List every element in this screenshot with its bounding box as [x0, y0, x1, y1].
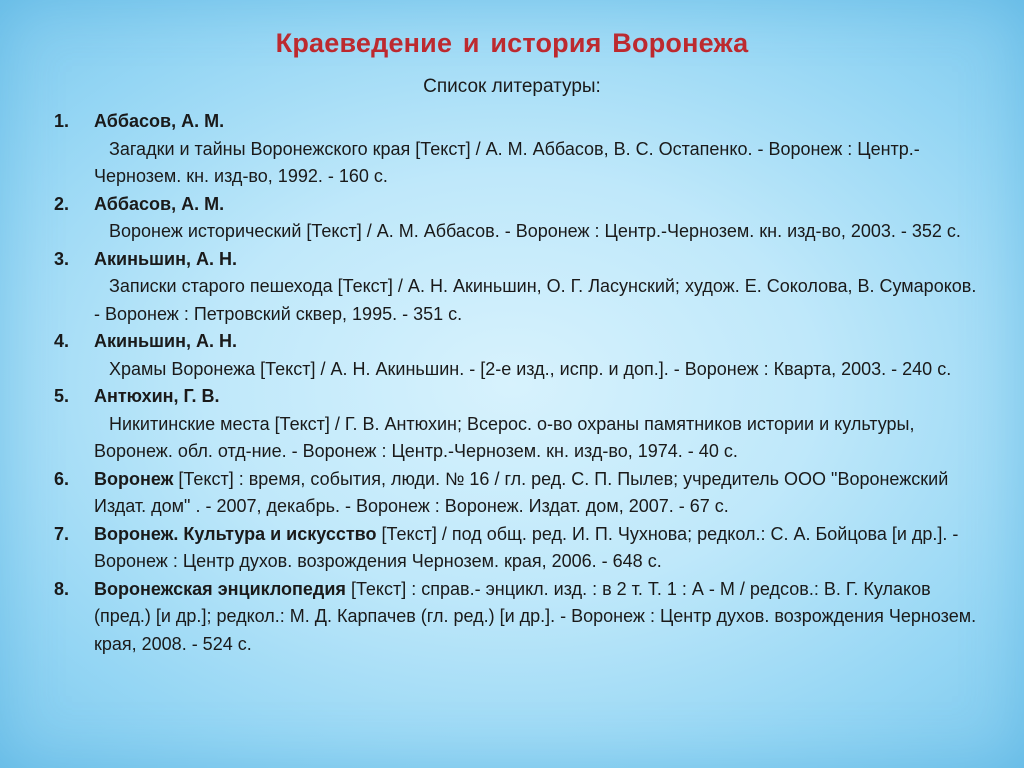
bibliography-entry: [54, 521, 986, 576]
entry-number: 2.: [54, 193, 70, 214]
bibliography-entry: [54, 576, 986, 659]
entry-author: Аббасов, А. М.: [94, 193, 225, 214]
bibliography-entry: [54, 328, 986, 383]
entry-title: Воронеж: [94, 468, 174, 489]
entry-details: [Текст] : время, события, люди. № 16 / гл. ред. С. П. Пылев; учредитель ООО "Воронежский Издат. дом" . - 2007, декабрь. - Воронеж : Воронеж. Издат. дом, 2007. - 67 с.: [94, 468, 949, 516]
bibliography-entry: [54, 383, 986, 466]
entry-description: Воронеж исторический [Текст] / А. М. Аббасов. - Воронеж : Центр.-Чернозем. кн. изд-во, 2003. - 352 с.: [109, 221, 961, 241]
entry-author: Антюхин, Г. В.: [94, 386, 220, 406]
slide-title: Краеведение и история Воронежа: [275, 28, 749, 58]
entry-number: 8.: [54, 578, 70, 599]
entry-number: 1.: [54, 111, 70, 131]
entry-description: Никитинские места [Текст] / Г. В. Антюхин; Всерос. о-во охраны памятников истории и культуры, Воронеж. обл. отд-ние. - Воронеж : Центр.-Чернозем. кн. изд-во, 1974. - 40 с.: [94, 413, 915, 461]
entry-number: 7.: [54, 523, 70, 544]
entry-description: Храмы Воронежа [Текст] / А. Н. Акиньшин. - [2-е изд., испр. и доп.]. - Воронеж : Кварта, 2003. - 240 с.: [109, 358, 952, 379]
entry-number: 4.: [54, 331, 70, 351]
entry-description: Загадки и тайны Воронежского края [Текст] / А. М. Аббасов, В. С. Остапенко. - Воронеж : Центр.-Чернозем. кн. изд-во, 1992. - 160 с.: [94, 138, 920, 186]
slide-subtitle: Список литературы:: [423, 76, 601, 97]
entry-title: Воронеж. Культура и искусство: [94, 523, 377, 544]
bibliography-list: [54, 108, 986, 658]
bibliography-entry: [54, 191, 986, 246]
entry-details: [Текст] / под общ. ред. И. П. Чухнова; редкол.: С. А. Бойцова [и др.]. - Воронеж : Центр духов. возрождения Чернозем. края, 2006. - 648 с.: [94, 523, 959, 571]
bibliography-entry: [54, 246, 986, 329]
entry-number: 6.: [54, 468, 70, 489]
entry-details: [Текст] : справ.- энцикл. изд. : в 2 т. Т. 1 : А - М / редсов.: В. Г. Кулаков (пред.) [и др.]; редкол.: М. Д. Карпачев (гл. ред.) [и др.]. - Воронеж : Центр духов. возрождения Чернозем. края, 2008. - 524 с.: [94, 578, 977, 654]
entry-author: Акиньшин, А. Н.: [94, 248, 237, 269]
entry-title: Воронежская энциклопедия: [94, 578, 346, 599]
entry-number: 3.: [54, 248, 70, 269]
entry-number: 5.: [54, 386, 70, 406]
bibliography-entry: [54, 466, 986, 521]
entry-author: Акиньшин, А. Н.: [94, 331, 237, 351]
entry-author: Аббасов, А. М.: [94, 111, 225, 131]
entry-description: Записки старого пешехода [Текст] / А. Н. Акиньшин, О. Г. Ласунский; худож. Е. Соколова, В. Сумароков. - Воронеж : Петровский сквер, 1995. - 351 с.: [94, 276, 977, 324]
bibliography-entry: [54, 108, 986, 191]
